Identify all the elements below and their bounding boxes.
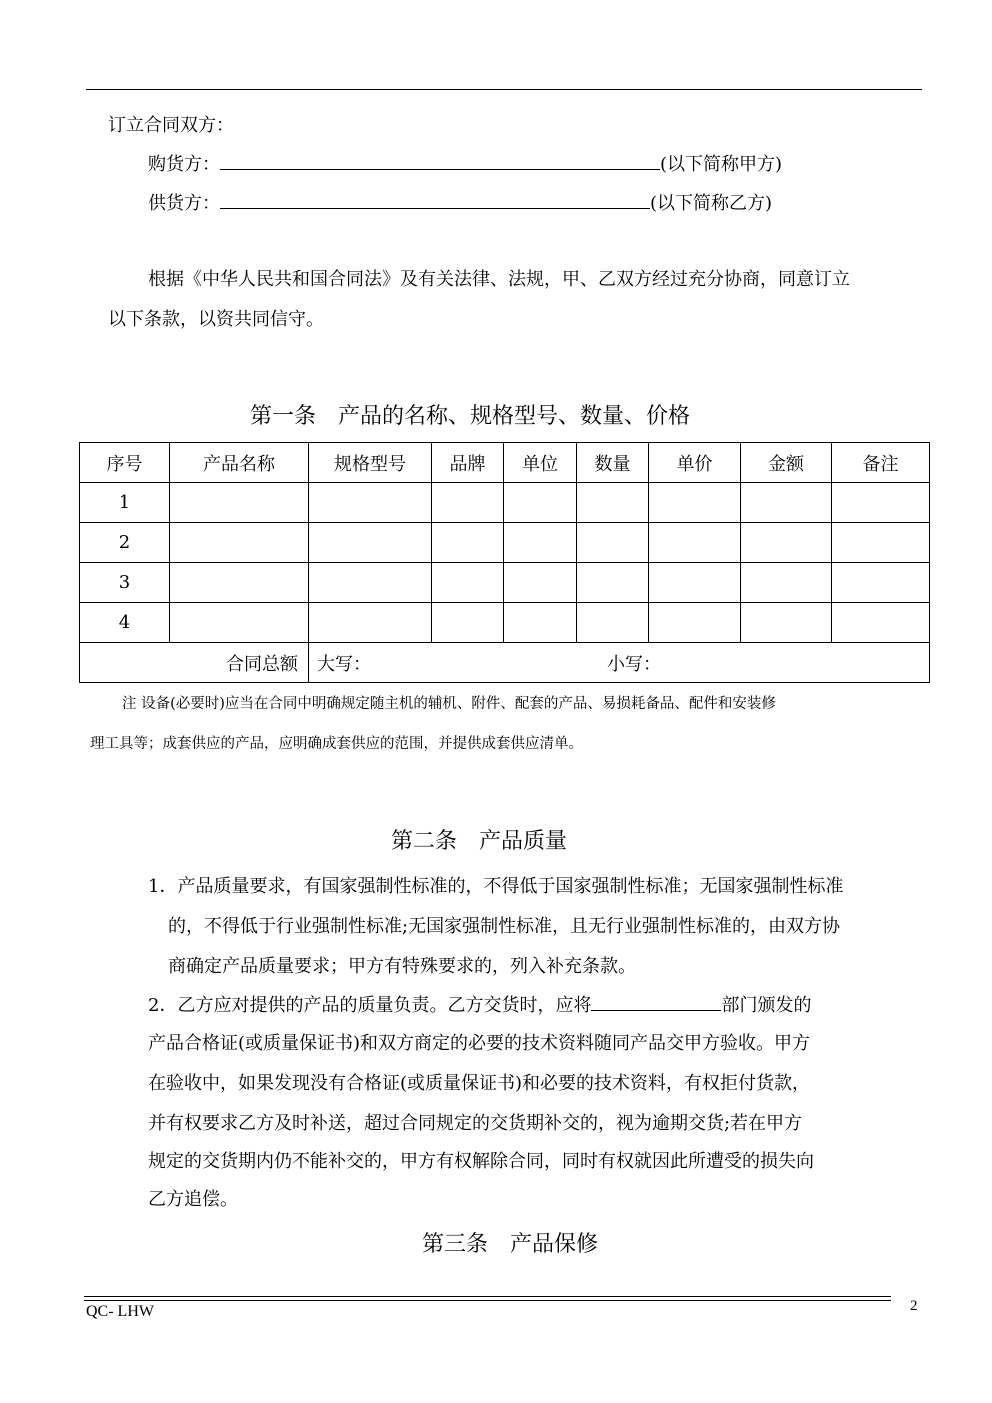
cell-model[interactable]: [309, 483, 432, 523]
table-row: [80, 483, 930, 523]
cell-brand[interactable]: [432, 603, 504, 643]
col-header-product-name: 产品名称: [170, 443, 309, 483]
page-number: 2: [910, 1298, 918, 1314]
article2-item2-line2: 产品合格证(或质量保证书)和双方商定的必要的技术资料随同产品交甲方验收。甲方: [148, 1033, 811, 1054]
cell-unit-price[interactable]: [649, 603, 741, 643]
seller-label: 供货方：: [148, 193, 220, 214]
article2-item2-line1-a: 2．乙方应对提供的产品的质量负责。乙方交货时，应将: [148, 995, 592, 1016]
table-row: [80, 563, 930, 603]
cell-amount[interactable]: [741, 523, 832, 563]
preamble-line2: 以下条款，以资共同信守。: [108, 309, 324, 330]
article2-item2-line3: 在验收中，如果发现没有合格证(或质量保证书)和必要的技术资料，有权拒付货款，: [148, 1073, 811, 1094]
article2-item2-line4: 并有权要求乙方及时补送，超过合同规定的交货期补交的，视为逾期交货;若在甲方: [148, 1113, 803, 1134]
cell-amount[interactable]: [741, 563, 832, 603]
cell-brand[interactable]: [432, 563, 504, 603]
cell-product-name[interactable]: [170, 603, 309, 643]
table-note-line1: 注 设备(必要时)应当在合同中明确规定随主机的辅机、附件、配套的产品、易损耗备品、配件和安装修: [122, 696, 776, 712]
table-row: [80, 523, 930, 563]
footer-rule: [84, 1296, 891, 1297]
cell-model[interactable]: [309, 523, 432, 563]
col-header-unit: 单位: [504, 443, 577, 483]
article2-item2-line1: [148, 994, 811, 1016]
cell-quantity[interactable]: [577, 563, 649, 603]
buyer-label: 购货方：: [148, 154, 220, 175]
total-value-cell[interactable]: [309, 643, 930, 683]
article2-item1-line2: 的，不得低于行业强制性标准;无国家强制性标准，且无行业强制性标准的，由双方协: [168, 916, 841, 937]
buyer-suffix: (以下简称甲方): [660, 154, 783, 175]
article2-item1-line3: 商确定产品质量要求；甲方有特殊要求的，列入补充条款。: [168, 956, 636, 977]
row-index: 2: [80, 523, 170, 563]
total-upper-label: 大写：: [317, 653, 371, 675]
col-header-model: 规格型号: [309, 443, 432, 483]
col-header-unit-price: 单价: [649, 443, 741, 483]
cell-unit[interactable]: [504, 523, 577, 563]
article2-item1-line1: 1．产品质量要求，有国家强制性标准的，不得低于国家强制性标准；无国家强制性标准: [148, 876, 844, 897]
row-index: 4: [80, 603, 170, 643]
cell-remarks[interactable]: [832, 483, 930, 523]
header-rule: [86, 89, 922, 90]
article3-title: 第三条 产品保修: [422, 1232, 599, 1257]
article2-item2-line6: 乙方追偿。: [148, 1189, 238, 1210]
seller-line: [148, 192, 772, 214]
cell-unit-price[interactable]: [649, 523, 741, 563]
table-header-row: [80, 443, 930, 483]
department-blank[interactable]: [591, 994, 721, 1011]
cell-product-name[interactable]: [170, 563, 309, 603]
buyer-line: [148, 153, 782, 175]
cell-unit[interactable]: [504, 483, 577, 523]
preamble-line1: 根据《中华人民共和国合同法》及有关法律、法规，甲、乙双方经过充分协商，同意订立: [148, 269, 850, 290]
col-header-remarks: 备注: [832, 443, 930, 483]
row-index: 3: [80, 563, 170, 603]
cell-unit-price[interactable]: [649, 483, 741, 523]
article2-item2-line1-b: 部门颁发的: [721, 995, 812, 1016]
cell-brand[interactable]: [432, 523, 504, 563]
total-lower-label: 小写：: [607, 653, 661, 675]
col-header-quantity: 数量: [577, 443, 649, 483]
cell-unit-price[interactable]: [649, 563, 741, 603]
cell-amount[interactable]: [741, 603, 832, 643]
seller-suffix: (以下简称乙方): [650, 193, 773, 214]
cell-quantity[interactable]: [577, 483, 649, 523]
cell-amount[interactable]: [741, 483, 832, 523]
seller-blank[interactable]: [220, 192, 650, 209]
cell-quantity[interactable]: [577, 523, 649, 563]
cell-unit[interactable]: [504, 563, 577, 603]
cell-model[interactable]: [309, 563, 432, 603]
table-row: [80, 603, 930, 643]
cell-model[interactable]: [309, 603, 432, 643]
cell-product-name[interactable]: [170, 523, 309, 563]
footer-code: QC- LHW: [86, 1303, 154, 1320]
product-table: [79, 442, 930, 683]
table-total-row: [80, 643, 930, 683]
cell-unit[interactable]: [504, 603, 577, 643]
cell-remarks[interactable]: [832, 603, 930, 643]
cell-remarks[interactable]: [832, 563, 930, 603]
article2-title: 第二条 产品质量: [391, 829, 568, 854]
col-header-index: 序号: [80, 443, 170, 483]
col-header-brand: 品牌: [432, 443, 504, 483]
cell-product-name[interactable]: [170, 483, 309, 523]
article1-title: 第一条 产品的名称、规格型号、数量、价格: [250, 404, 691, 429]
article2-item2-line5: 规定的交货期内仍不能补交的，甲方有权解除合同，同时有权就因此所遭受的损失向: [148, 1151, 814, 1172]
table-note-line2: 理工具等；成套供应的产品，应明确成套供应的范围，并提供成套供应清单。: [90, 736, 583, 752]
cell-remarks[interactable]: [832, 523, 930, 563]
cell-quantity[interactable]: [577, 603, 649, 643]
buyer-blank[interactable]: [220, 153, 660, 170]
cell-brand[interactable]: [432, 483, 504, 523]
footer-rule: [84, 1300, 891, 1301]
col-header-amount: 金额: [741, 443, 832, 483]
total-label: 合同总额: [80, 643, 309, 683]
row-index: 1: [80, 483, 170, 523]
parties-title: 订立合同双方：: [108, 115, 234, 136]
